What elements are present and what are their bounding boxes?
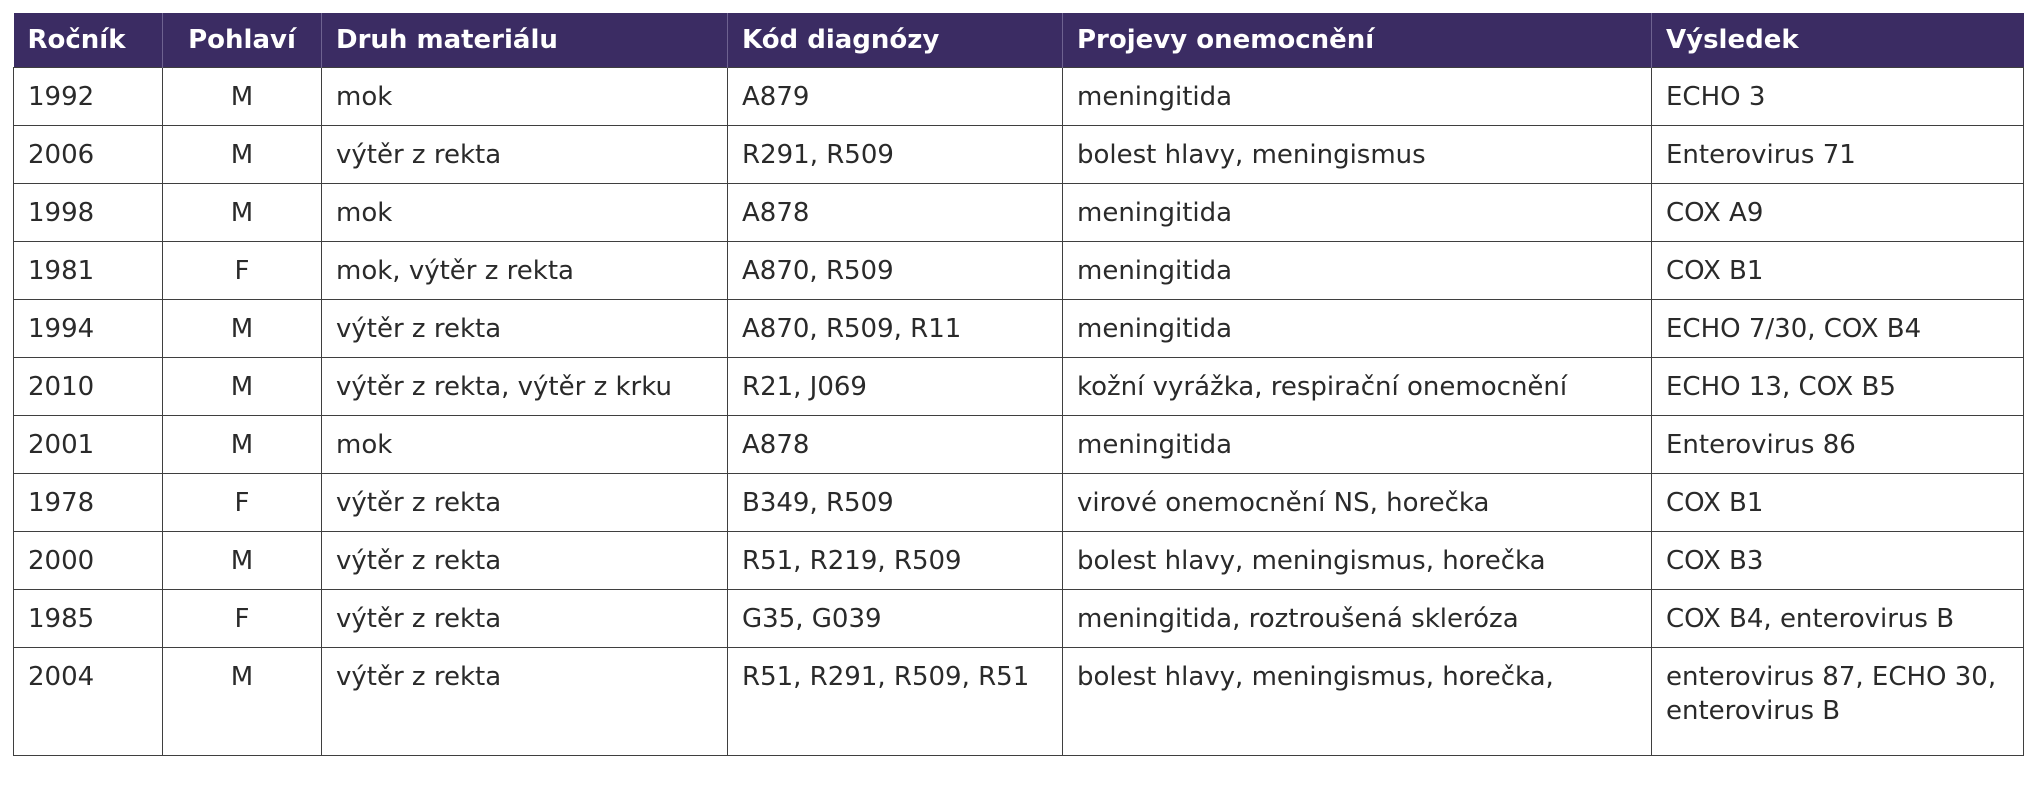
cell-kod-diagnozy: A870, R509, R11 bbox=[728, 300, 1063, 358]
cell-kod-diagnozy: A879 bbox=[728, 68, 1063, 126]
table-row bbox=[14, 126, 2024, 184]
cell-rocnik: 1978 bbox=[14, 474, 163, 532]
column-header-druh-materialu: Druh materiálu bbox=[322, 13, 728, 68]
table-row bbox=[14, 242, 2024, 300]
table-row bbox=[14, 590, 2024, 648]
cell-projevy: meningitida bbox=[1063, 300, 1652, 358]
cell-rocnik: 1981 bbox=[14, 242, 163, 300]
cell-pohlavi: M bbox=[163, 358, 322, 416]
data-table-container bbox=[13, 13, 2023, 756]
cell-pohlavi: M bbox=[163, 300, 322, 358]
cell-kod-diagnozy: R51, R219, R509 bbox=[728, 532, 1063, 590]
cell-kod-diagnozy: A870, R509 bbox=[728, 242, 1063, 300]
table-row bbox=[14, 532, 2024, 590]
cell-rocnik: 1985 bbox=[14, 590, 163, 648]
column-header-kod-diagnozy: Kód diagnózy bbox=[728, 13, 1063, 68]
cell-projevy: virové onemocnění NS, horečka bbox=[1063, 474, 1652, 532]
cell-vysledek: COX B3 bbox=[1652, 532, 2024, 590]
table-header bbox=[14, 13, 2024, 68]
cell-kod-diagnozy: A878 bbox=[728, 184, 1063, 242]
cell-material: výtěr z rekta, výtěr z krku bbox=[322, 358, 728, 416]
table-row bbox=[14, 300, 2024, 358]
cell-rocnik: 2000 bbox=[14, 532, 163, 590]
cell-pohlavi: M bbox=[163, 184, 322, 242]
cell-vysledek: COX B4, enterovirus B bbox=[1652, 590, 2024, 648]
table-row bbox=[14, 648, 2024, 756]
table-row bbox=[14, 358, 2024, 416]
column-header-pohlavi: Pohlaví bbox=[163, 13, 322, 68]
cell-projevy: meningitida bbox=[1063, 184, 1652, 242]
cell-vysledek-line-1: enterovirus 87, ECHO 30, bbox=[1666, 662, 1997, 692]
cell-pohlavi: F bbox=[163, 474, 322, 532]
cell-vysledek: Enterovirus 71 bbox=[1652, 126, 2024, 184]
cell-pohlavi: M bbox=[163, 416, 322, 474]
cell-projevy: bolest hlavy, meningismus, horečka, bbox=[1063, 648, 1652, 756]
cell-rocnik: 2010 bbox=[14, 358, 163, 416]
cell-rocnik: 1994 bbox=[14, 300, 163, 358]
cell-projevy: meningitida, roztroušená skleróza bbox=[1063, 590, 1652, 648]
cell-vysledek: ECHO 13, COX B5 bbox=[1652, 358, 2024, 416]
cell-kod-diagnozy: R291, R509 bbox=[728, 126, 1063, 184]
cell-projevy: meningitida bbox=[1063, 416, 1652, 474]
cell-projevy: kožní vyrážka, respirační onemocnění bbox=[1063, 358, 1652, 416]
cell-rocnik: 1992 bbox=[14, 68, 163, 126]
cell-material: mok bbox=[322, 184, 728, 242]
cell-pohlavi: M bbox=[163, 126, 322, 184]
cell-projevy: meningitida bbox=[1063, 242, 1652, 300]
cell-material: výtěr z rekta bbox=[322, 590, 728, 648]
cell-rocnik: 2006 bbox=[14, 126, 163, 184]
cell-rocnik: 2001 bbox=[14, 416, 163, 474]
cell-kod-diagnozy: R51, R291, R509, R51 bbox=[728, 648, 1063, 756]
cell-pohlavi: F bbox=[163, 242, 322, 300]
cell-kod-diagnozy: G35, G039 bbox=[728, 590, 1063, 648]
table-body bbox=[14, 68, 2024, 756]
cell-material: výtěr z rekta bbox=[322, 126, 728, 184]
cell-material: výtěr z rekta bbox=[322, 300, 728, 358]
cell-material: výtěr z rekta bbox=[322, 648, 728, 756]
cell-kod-diagnozy: R21, J069 bbox=[728, 358, 1063, 416]
cell-vysledek: ECHO 3 bbox=[1652, 68, 2024, 126]
column-header-rocnik: Ročník bbox=[14, 13, 163, 68]
cell-rocnik: 1998 bbox=[14, 184, 163, 242]
cell-projevy: meningitida bbox=[1063, 68, 1652, 126]
table-row bbox=[14, 474, 2024, 532]
cell-kod-diagnozy: B349, R509 bbox=[728, 474, 1063, 532]
cell-rocnik: 2004 bbox=[14, 648, 163, 756]
cell-material: výtěr z rekta bbox=[322, 474, 728, 532]
cell-vysledek: COX B1 bbox=[1652, 242, 2024, 300]
cell-vysledek: COX B1 bbox=[1652, 474, 2024, 532]
cell-projevy: bolest hlavy, meningismus bbox=[1063, 126, 1652, 184]
cell-pohlavi: F bbox=[163, 590, 322, 648]
cell-material: mok bbox=[322, 416, 728, 474]
cell-vysledek bbox=[1652, 648, 2024, 756]
cell-vysledek: Enterovirus 86 bbox=[1652, 416, 2024, 474]
cell-pohlavi: M bbox=[163, 532, 322, 590]
cell-vysledek: ECHO 7/30, COX B4 bbox=[1652, 300, 2024, 358]
table-row bbox=[14, 416, 2024, 474]
cell-pohlavi: M bbox=[163, 648, 322, 756]
cell-projevy: bolest hlavy, meningismus, horečka bbox=[1063, 532, 1652, 590]
header-row bbox=[14, 13, 2024, 68]
table-row bbox=[14, 184, 2024, 242]
cell-material: výtěr z rekta bbox=[322, 532, 728, 590]
column-header-projevy-onemocneni: Projevy onemocnění bbox=[1063, 13, 1652, 68]
table-row bbox=[14, 68, 2024, 126]
cell-kod-diagnozy: A878 bbox=[728, 416, 1063, 474]
data-table bbox=[13, 13, 2024, 756]
cell-vysledek-line-2: enterovirus B bbox=[1666, 696, 1841, 726]
cell-vysledek: COX A9 bbox=[1652, 184, 2024, 242]
column-header-vysledek: Výsledek bbox=[1652, 13, 2024, 68]
cell-pohlavi: M bbox=[163, 68, 322, 126]
cell-material: mok, výtěr z rekta bbox=[322, 242, 728, 300]
cell-material: mok bbox=[322, 68, 728, 126]
